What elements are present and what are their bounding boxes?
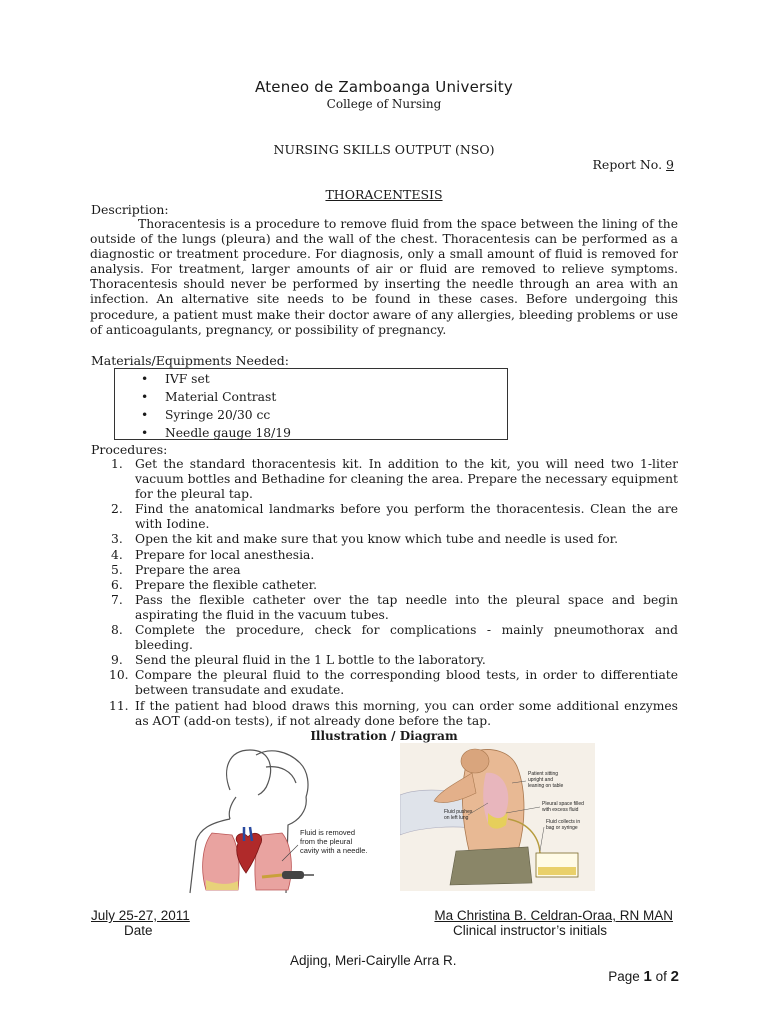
list-item	[90, 457, 678, 502]
university-name: Ateneo de Zamboanga University	[255, 78, 513, 96]
step-number: 10.	[109, 668, 129, 683]
date-value: July 25-27, 2011	[91, 908, 190, 923]
materials-label: Materials/Equipments Needed:	[91, 353, 289, 368]
report-number-value: 9	[666, 157, 674, 172]
step-number: 4.	[111, 547, 123, 562]
output-type: NURSING SKILLS OUTPUT (NSO)	[273, 142, 495, 157]
fig1-caption-line: Fluid is removed	[300, 828, 356, 837]
procedures-label: Procedures:	[91, 442, 168, 457]
materials-box	[114, 368, 508, 440]
materials-list	[115, 370, 507, 442]
college-name: College of Nursing	[326, 97, 442, 111]
page-current: 1	[643, 968, 652, 985]
step-text: Compare the pleural fluid to the corresponding blood tests, in order to differentiate between transudate and exudate.	[135, 668, 678, 698]
list-item	[90, 578, 678, 593]
list-item	[90, 699, 678, 729]
list-item	[90, 563, 678, 578]
step-number: 1.	[111, 457, 123, 471]
step-number: 6.	[111, 577, 123, 592]
page-number	[608, 968, 679, 985]
step-text: Open the kit and make sure that you know which tube and needle is used for.	[135, 532, 619, 547]
report-number	[593, 157, 674, 172]
fig2-label: with excess fluid	[542, 807, 579, 813]
list-item	[90, 532, 678, 547]
step-text: Send the pleural fluid in the 1 L bottle to the laboratory.	[135, 653, 486, 668]
page-of: of	[655, 969, 667, 984]
step-text: Find the anatomical landmarks before you perform the thoracentesis. Clean the are with Iodine.	[135, 502, 678, 532]
step-number: 5.	[111, 562, 123, 577]
fig1-caption-line: cavity with a needle.	[300, 846, 368, 855]
step-number: 8.	[111, 623, 123, 638]
step-text: Complete the procedure, check for complications - mainly pneumothorax and bleeding.	[135, 623, 678, 653]
step-number: 7.	[111, 592, 123, 607]
step-text: Prepare the flexible catheter.	[135, 577, 318, 592]
fig2-label: bag or syringe	[546, 825, 578, 831]
procedures-list	[90, 457, 678, 729]
list-item: • Needle gauge 18/19	[165, 424, 507, 442]
page-total: 2	[670, 968, 679, 985]
list-item	[90, 623, 678, 653]
step-number: 3.	[111, 532, 123, 547]
step-number: 9.	[111, 653, 123, 668]
list-item	[90, 668, 678, 698]
fig2-label: Fluid collects in	[546, 819, 581, 825]
step-text: Get the standard thoracentesis kit. In addition to the kit, you will need two 1-liter vacuum bottles and Bethadine for cleaning the area. Prepare the necessary equipment for the pleural tap.	[135, 457, 678, 502]
date-label: Date	[124, 923, 153, 938]
fig2-label: Fluid pushes	[444, 809, 473, 815]
list-item	[90, 502, 678, 532]
patient-seated-figure	[400, 743, 595, 891]
list-item	[90, 593, 678, 623]
fig2-label: leaning on table	[528, 783, 564, 789]
step-number: 11.	[109, 698, 129, 713]
list-item: • Material Contrast	[165, 388, 507, 406]
step-number: 2.	[111, 502, 123, 517]
step-text: Prepare for local anesthesia.	[135, 547, 315, 562]
list-item: • Syringe 20/30 cc	[165, 406, 507, 424]
step-text: Prepare the area	[135, 562, 241, 577]
list-item	[90, 548, 678, 563]
list-item	[90, 653, 678, 668]
topic-title: THORACENTESIS	[325, 187, 443, 202]
step-text: Pass the flexible catheter over the tap needle into the pleural space and begin aspirating the fluid in the vacuum tubes.	[135, 592, 678, 622]
fig2-label: upright and	[528, 777, 554, 783]
description-text: Thoracentesis is a procedure to remove fluid from the space between the lining of the outside of the lungs (pleura) and the wall of the chest. Thoracentesis can be performed as a diagnostic or treatment procedure. For diagnosis, only a small amount of fluid is removed for analysis. For treatment, larger amounts of air or fluid are removed to relieve symptoms. Thoracentesis should never be performed by inserting the needle through an area with an infection. An alternative site needs to be found in these cases. Before undergoing this procedure, a patient must make their doctor aware of any allergies, bleeding problems or use of anticoagulants, pregnancy, or possibility of pregnancy.	[90, 217, 678, 337]
fig2-label: Pleural space filled	[542, 801, 584, 807]
author-name: Adjing, Meri-Cairylle Arra R.	[290, 953, 457, 968]
fig2-label: Patient sitting	[528, 771, 559, 777]
instructor-value: Ma Christina B. Celdran-Oraa, RN MAN	[434, 908, 673, 923]
step-text: If the patient had blood draws this morning, you can order some additional enzymes as AOT (add-on tests), if not already done before the tap.	[135, 698, 678, 728]
fig2-label: on left lung	[444, 815, 469, 821]
list-item: • IVF set	[165, 370, 507, 388]
instructor-label: Clinical instructor’s initials	[453, 923, 608, 938]
report-label: Report No.	[592, 157, 663, 172]
fig1-caption-line: from the pleural	[300, 837, 353, 846]
thoracentesis-torso-figure	[170, 745, 380, 895]
description-label: Description:	[91, 202, 169, 217]
illustration-heading: Illustration / Diagram	[310, 729, 458, 743]
page-prefix: Page	[608, 969, 640, 984]
